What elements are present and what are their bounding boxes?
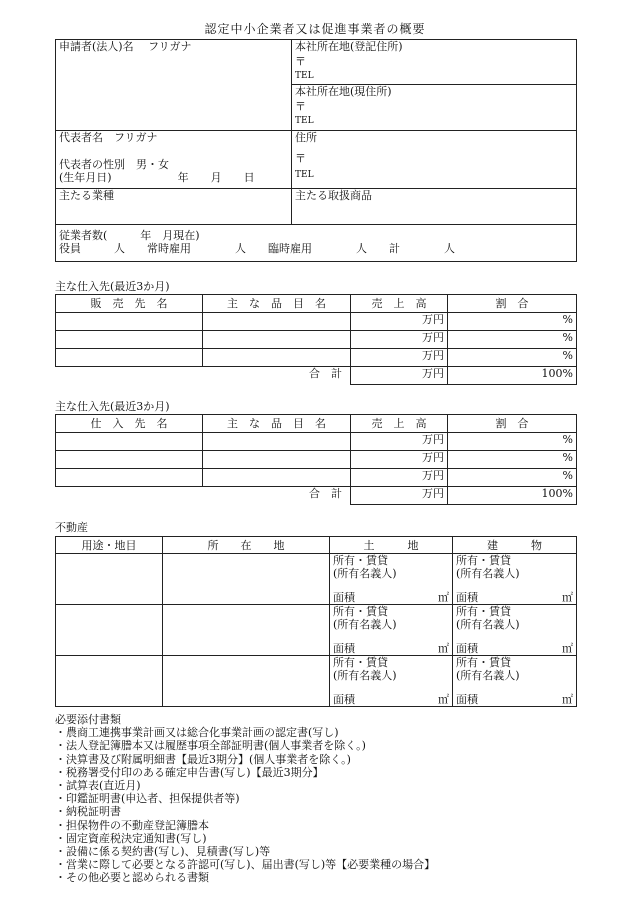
sales-header-item: 主 な 品 目 名: [203, 295, 351, 313]
realestate-header-use: 用途・地目: [56, 537, 163, 554]
realestate-building-cell[interactable]: 所有・賃貸 (所有名義人) 面積 ㎡: [453, 605, 577, 656]
hq-registered-cell[interactable]: [292, 40, 577, 85]
realestate-use-cell[interactable]: [56, 605, 163, 656]
list-item: ・固定資産税決定通知書(写し): [55, 831, 207, 845]
sales-table: [55, 294, 577, 385]
employees-line1: 従業者数( 年 月現在): [59, 229, 200, 242]
representative-birth: (生年月日) 年 月 日: [59, 171, 255, 184]
realestate-land-cell[interactable]: 所有・賃貸 (所有名義人) 面積 ㎡: [330, 656, 453, 707]
purchases-header-name: 仕 入 先 名: [56, 415, 203, 433]
applicant-name-cell[interactable]: [56, 40, 292, 131]
sales-amount-cell[interactable]: 万円: [351, 331, 448, 349]
main-business-label: 主たる業種: [59, 189, 114, 202]
sales-amount-cell[interactable]: 万円: [351, 349, 448, 367]
sales-total-ratio: 100%: [448, 367, 577, 385]
hq-registered-label: 本社所在地(登記住所): [295, 40, 403, 53]
realestate-location-cell[interactable]: [163, 656, 330, 707]
sales-header-name: 販 売 先 名: [56, 295, 203, 313]
realestate-header-building: 建 物: [453, 537, 577, 554]
purchases-section-label: 主な仕入先(最近3か月): [55, 400, 170, 413]
main-products-label: 主たる取扱商品: [295, 189, 372, 202]
purchases-name-cell[interactable]: [56, 433, 203, 451]
purchases-name-cell[interactable]: [56, 451, 203, 469]
representative-postal: 〒: [295, 152, 306, 165]
list-item: ・営業に際して必要となる許認可(写し)、届出書(写し)等【必要業種の場合】: [55, 858, 436, 872]
purchases-item-cell[interactable]: [203, 469, 351, 487]
hq-registered-postal: 〒: [295, 55, 306, 68]
sales-ratio-cell[interactable]: %: [448, 349, 577, 367]
purchases-total-amount[interactable]: 万円: [351, 487, 448, 505]
sales-item-cell[interactable]: [203, 331, 351, 349]
representative-address-label: 住所: [295, 131, 317, 144]
realestate-land-cell[interactable]: 所有・賃貸 (所有名義人) 面積 ㎡: [330, 554, 453, 605]
representative-tel: TEL: [295, 170, 314, 180]
hq-actual-label: 本社所在地(現住所): [295, 85, 392, 98]
sales-total-label: 合 計: [203, 367, 351, 385]
sales-header-ratio: 割 合: [448, 295, 577, 313]
purchases-name-cell[interactable]: [56, 469, 203, 487]
list-item: ・農商工連携事業計画又は総合化事業計画の認定書(写し): [55, 726, 339, 740]
sales-total-row: [56, 367, 577, 385]
attachments-heading: 必要添付書類: [55, 713, 121, 726]
realestate-use-cell[interactable]: [56, 554, 163, 605]
purchases-amount-cell[interactable]: 万円: [351, 451, 448, 469]
purchases-total-ratio: 100%: [448, 487, 577, 505]
list-item: ・試算表(直近月): [55, 779, 141, 793]
purchases-amount-cell[interactable]: 万円: [351, 433, 448, 451]
purchases-ratio-cell[interactable]: %: [448, 451, 577, 469]
realestate-building-cell[interactable]: 所有・賃貸 (所有名義人) 面積 ㎡: [453, 554, 577, 605]
purchases-ratio-cell[interactable]: %: [448, 433, 577, 451]
purchases-header-amount: 売 上 高: [351, 415, 448, 433]
realestate-building-cell[interactable]: 所有・賃貸 (所有名義人) 面積 ㎡: [453, 656, 577, 707]
realestate-use-cell[interactable]: [56, 656, 163, 707]
purchases-total-label: 合 計: [203, 487, 351, 505]
list-item: ・法人登記簿謄本又は履歴事項全部証明書(個人事業者を除く。): [55, 739, 366, 753]
sales-section-label: 主な仕入先(最近3か月): [55, 280, 170, 293]
purchases-ratio-cell[interactable]: %: [448, 469, 577, 487]
table-row: [56, 554, 577, 605]
sales-header-amount: 売 上 高: [351, 295, 448, 313]
purchases-total-row: [56, 487, 577, 505]
list-item: ・印鑑証明書(申込者、担保提供者等): [55, 792, 240, 806]
overview-table: [55, 39, 577, 262]
realestate-section-label: 不動産: [55, 521, 88, 534]
employees-line2: 役員 人 常時雇用 人 臨時雇用 人 計 人: [59, 242, 455, 255]
purchases-header-ratio: 割 合: [448, 415, 577, 433]
sales-ratio-cell[interactable]: %: [448, 313, 577, 331]
table-row: [56, 605, 577, 656]
employees-cell[interactable]: [56, 225, 577, 262]
realestate-location-cell[interactable]: [163, 605, 330, 656]
representative-gender: 代表者の性別 男・女: [59, 158, 169, 171]
sales-item-cell[interactable]: [203, 349, 351, 367]
list-item: ・決算書及び附属明細書【最近3期分】(個人事業者を除く。): [55, 752, 351, 766]
list-item: ・税務署受付印のある確定申告書(写し)【最近3期分】: [55, 765, 324, 779]
realestate-header-location: 所 在 地: [163, 537, 330, 554]
hq-registered-tel: TEL: [295, 71, 314, 81]
sales-ratio-cell[interactable]: %: [448, 331, 577, 349]
sales-amount-cell[interactable]: 万円: [351, 313, 448, 331]
table-row: [56, 349, 577, 367]
main-business-cell[interactable]: [56, 189, 292, 225]
applicant-furigana-label: フリガナ: [148, 40, 192, 53]
purchases-table: [55, 414, 577, 505]
purchases-amount-cell[interactable]: 万円: [351, 469, 448, 487]
table-row: [56, 331, 577, 349]
sales-name-cell[interactable]: [56, 349, 203, 367]
list-item: ・納税証明書: [55, 805, 121, 819]
sales-name-cell[interactable]: [56, 331, 203, 349]
table-row: [56, 469, 577, 487]
hq-actual-tel: TEL: [295, 116, 314, 126]
representative-name-label: 代表者名 フリガナ: [59, 131, 158, 144]
applicant-name-label: 申請者(法人)名: [59, 40, 134, 53]
list-item: ・設備に係る契約書(写し)、見積書(写し)等: [55, 845, 271, 859]
table-row: [56, 313, 577, 331]
purchases-header-item: 主 な 品 目 名: [203, 415, 351, 433]
realestate-table: [55, 536, 577, 707]
hq-actual-cell[interactable]: [292, 85, 577, 131]
main-products-cell[interactable]: [292, 189, 577, 225]
table-row: [56, 451, 577, 469]
attachments-list: [55, 713, 435, 885]
realestate-header-land: 土 地: [330, 537, 453, 554]
table-row: [56, 433, 577, 451]
realestate-land-cell[interactable]: 所有・賃貸 (所有名義人) 面積 ㎡: [330, 605, 453, 656]
page-title: 認定中小企業者又は促進事業者の概要: [204, 22, 426, 36]
sales-total-amount[interactable]: 万円: [351, 367, 448, 385]
realestate-location-cell[interactable]: [163, 554, 330, 605]
table-row: [56, 656, 577, 707]
list-item: ・その他必要と認められる書類: [55, 871, 209, 885]
sales-name-cell[interactable]: [56, 313, 203, 331]
representative-cell[interactable]: [56, 131, 292, 189]
purchases-item-cell[interactable]: [203, 451, 351, 469]
list-item: ・担保物件の不動産登記簿謄本: [55, 818, 209, 832]
sales-item-cell[interactable]: [203, 313, 351, 331]
hq-actual-postal: 〒: [295, 100, 306, 113]
representative-address-cell[interactable]: [292, 131, 577, 189]
purchases-item-cell[interactable]: [203, 433, 351, 451]
